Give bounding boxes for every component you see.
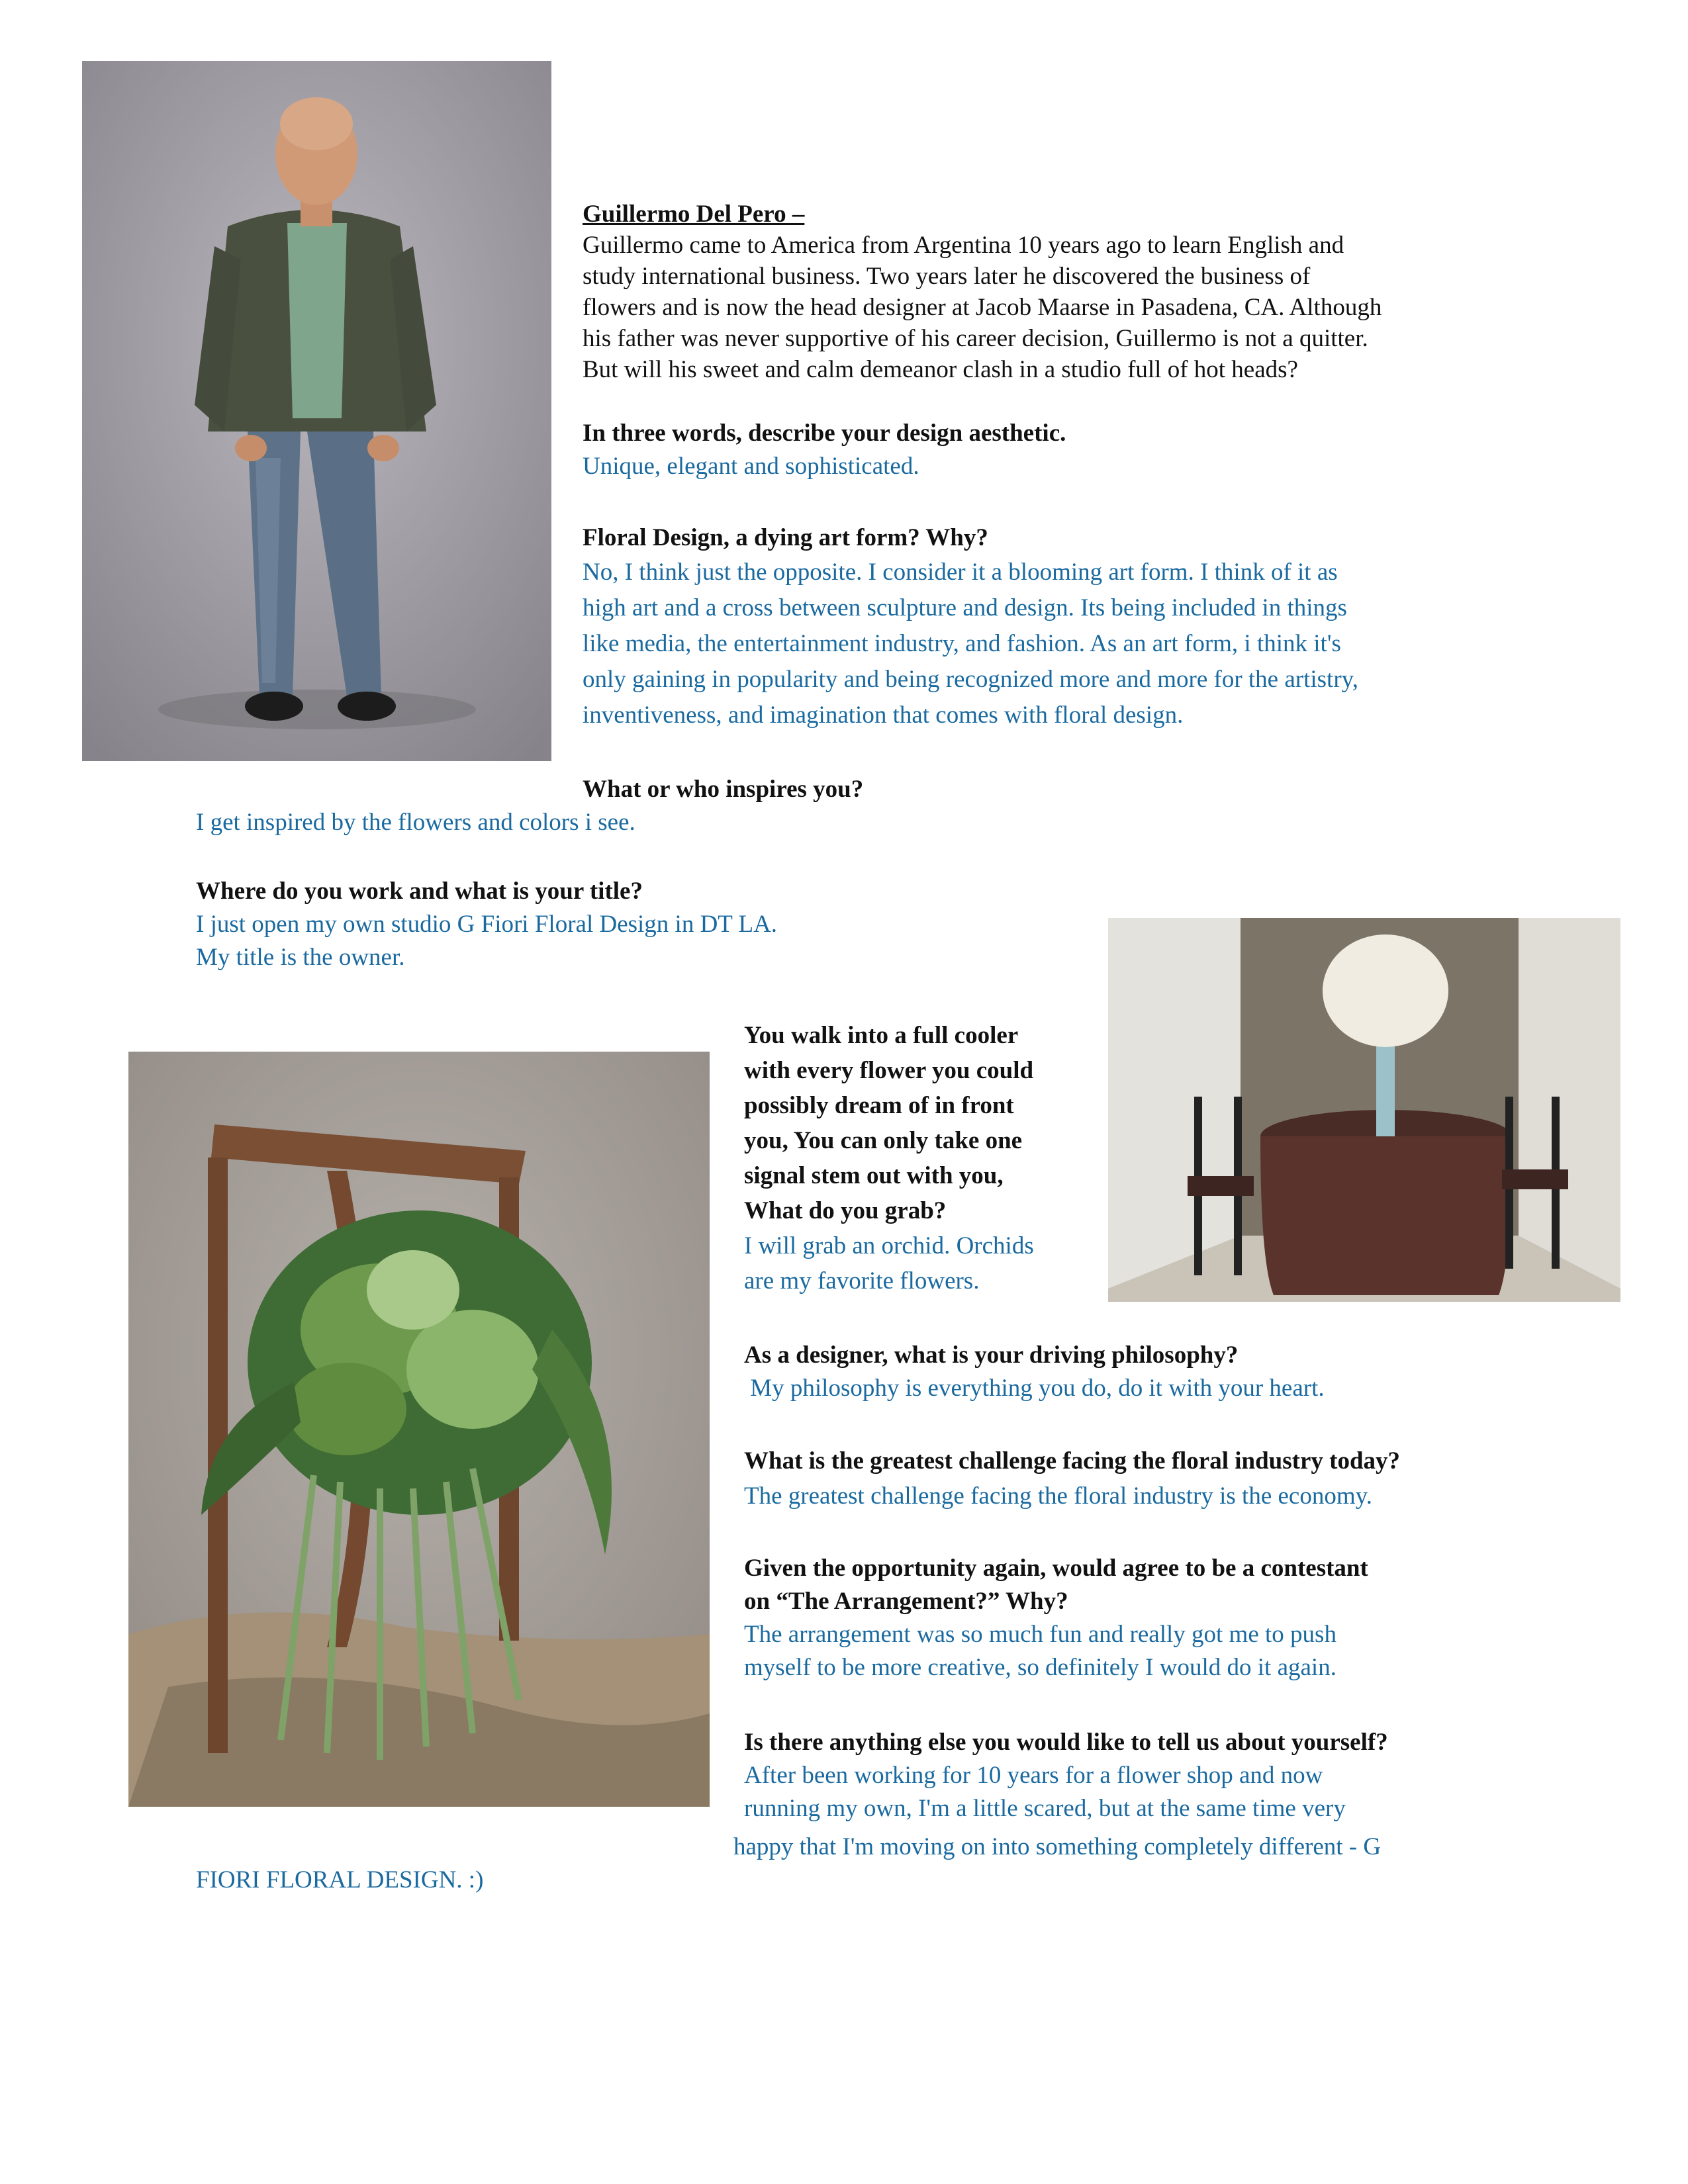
answer: No, I think just the opposite. I consider it a blooming art form. I think of it as <box>583 559 1338 586</box>
question: Is there anything else you would like to tell us about yourself? <box>744 1729 1388 1756</box>
answer: The arrangement was so much fun and really got me to push <box>744 1621 1336 1648</box>
qa-cooler <box>744 1017 1115 1298</box>
answer: are my favorite flowers. <box>744 1267 980 1295</box>
answer: happy that I'm moving on into something completely different - G <box>733 1833 1382 1860</box>
question: Where do you work and what is your title? <box>196 878 643 905</box>
answer: only gaining in popularity and being recognized more and more for the artistry, <box>583 666 1359 693</box>
answer: Unique, elegant and sophisticated. <box>583 453 919 480</box>
question: signal stem out with you, <box>744 1162 1004 1189</box>
answer: FIORI FLORAL DESIGN. :) <box>196 1866 484 1893</box>
qa-design-aesthetic <box>583 417 1509 483</box>
answer: like media, the entertainment industry, and fashion. As an art form, i think it's <box>583 630 1341 657</box>
portrait-photo <box>82 61 551 761</box>
bio-block <box>583 199 1509 385</box>
answer: running my own, I'm a little scared, but at the same time very <box>744 1795 1346 1822</box>
question: What do you grab? <box>744 1197 947 1224</box>
answer: I will grab an orchid. Orchids <box>744 1232 1034 1259</box>
question: What or who inspires you? <box>583 776 864 803</box>
answer: My philosophy is everything you do, do it with your heart. <box>744 1375 1325 1402</box>
question: on “The Arrangement?” Why? <box>744 1588 1068 1615</box>
answer: I get inspired by the flowers and colors i see. <box>196 809 635 836</box>
qa-dying-art-form <box>583 522 1523 733</box>
qa-work-title <box>196 875 1056 974</box>
question: As a designer, what is your driving philosophy? <box>744 1342 1239 1369</box>
bio-line: But will his sweet and calm demeanor clash in a studio full of hot heads? <box>583 356 1298 383</box>
qa-industry-challenge <box>744 1443 1618 1513</box>
answer: My title is the owner. <box>196 944 405 971</box>
qa-philosophy <box>744 1339 1605 1405</box>
answer: inventiveness, and imagination that comes with floral design. <box>583 702 1184 729</box>
question: Floral Design, a dying art form? Why? <box>583 524 988 551</box>
answer: The greatest challenge facing the floral industry is the economy. <box>744 1482 1372 1510</box>
question: What is the greatest challenge facing the floral industry today? <box>744 1447 1401 1475</box>
question: you, You can only take one <box>744 1127 1023 1154</box>
answer: After been working for 10 years for a flower shop and now <box>744 1762 1323 1789</box>
answer: myself to be more creative, so definitely I would do it again. <box>744 1654 1336 1681</box>
bio-line: his father was never supportive of his career decision, Guillermo is not a quitter. <box>583 325 1368 352</box>
table-centerpiece-photo <box>1108 918 1620 1302</box>
bio-line: Guillermo came to America from Argentina 10 years ago to learn English and <box>583 232 1344 259</box>
question: In three words, describe your design aesthetic. <box>583 420 1066 447</box>
designer-name: Guillermo Del Pero – <box>583 201 805 228</box>
bio-line: flowers and is now the head designer at Jacob Maarse in Pasadena, CA. Although <box>583 294 1382 321</box>
question: You walk into a full cooler <box>744 1022 1019 1049</box>
qa-anything-else <box>744 1726 1618 1825</box>
chair-arrangement-photo <box>128 1052 710 1807</box>
bio-line: study international business. Two years later he discovered the business of <box>583 263 1311 290</box>
answer: high art and a cross between sculpture and design. Its being included in things <box>583 594 1347 621</box>
answer: I just open my own studio G Fiori Floral Design in DT LA. <box>196 911 778 938</box>
question: Given the opportunity again, would agree to be a contestant <box>744 1555 1368 1582</box>
question: with every flower you could <box>744 1057 1034 1084</box>
qa-contestant-again <box>744 1552 1618 1684</box>
question: possibly dream of in front <box>744 1092 1014 1119</box>
